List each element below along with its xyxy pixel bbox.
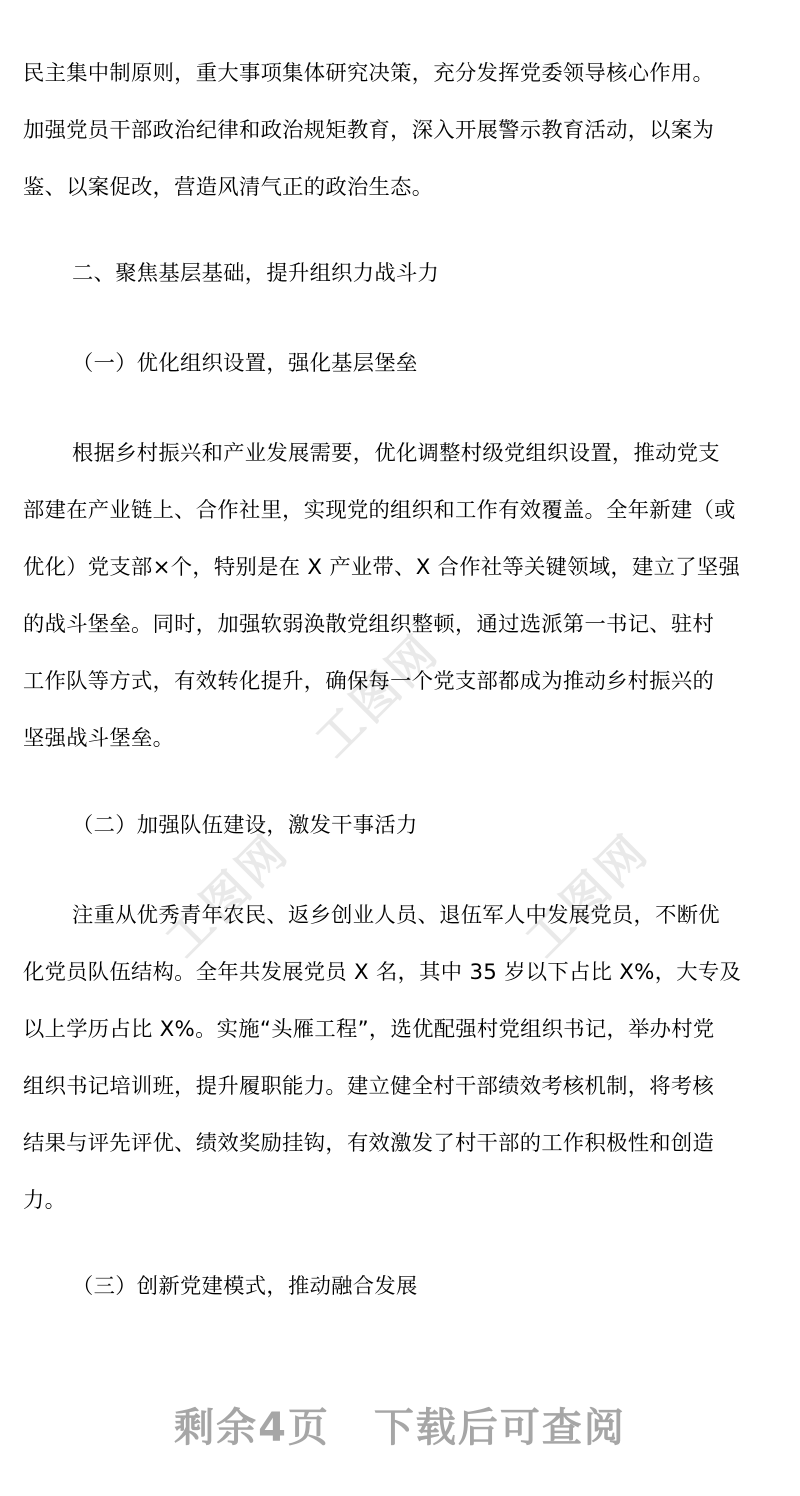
subsection-heading: （一）优化组织设置，强化基层堡垒 [72, 351, 418, 376]
paragraph-line: 部建在产业链上、合作社里，实现党的组织和工作有效覆盖。全年新建（或 [23, 498, 736, 523]
watermark: 工图网 [154, 822, 300, 968]
paragraph-line: 组织书记培训班，提升履职能力。建立健全村干部绩效考核机制，将考核 [23, 1074, 715, 1099]
watermark: 工图网 [514, 822, 660, 968]
paragraph-line: 的战斗堡垒。同时，加强软弱涣散党组织整顿，通过选派第一书记、驻村 [23, 612, 715, 637]
subsection-heading: （二）加强队伍建设，激发干事活力 [72, 813, 418, 838]
paragraph-line: 优化）党支部×个，特别是在 X 产业带、X 合作社等关键领域，建立了坚强 [23, 555, 741, 580]
paragraph-line: 力。 [23, 1188, 67, 1213]
paragraph-line: 根据乡村振兴和产业发展需要，优化调整村级党组织设置，推动党支 [72, 441, 720, 466]
watermark: 工图网 [304, 622, 450, 768]
paragraph-line: 加强党员干部政治纪律和政治规矩教育，深入开展警示教育活动，以案为 [23, 118, 715, 143]
subsection-heading: （三）创新党建模式，推动融合发展 [72, 1274, 418, 1299]
remaining-pages-label: 剩余4页 [174, 1405, 330, 1451]
paragraph-line: 民主集中制原则，重大事项集体研究决策，充分发挥党委领导核心作用。 [23, 61, 715, 86]
paragraph-line: 化党员队伍结构。全年共发展党员 X 名，其中 35 岁以下占比 X%，大专及 [23, 960, 742, 985]
download-to-view-label: 下载后可查阅 [373, 1405, 626, 1451]
paragraph-line: 工作队等方式，有效转化提升，确保每一个党支部都成为推动乡村振兴的 [23, 669, 715, 694]
download-notice[interactable] [0, 1396, 800, 1453]
paragraph-line: 鉴、以案促改，营造风清气正的政治生态。 [23, 175, 434, 200]
section-heading: 二、聚焦基层基础，提升组织力战斗力 [72, 261, 440, 286]
paragraph-line: 坚强战斗堡垒。 [23, 726, 175, 751]
paragraph-line: 结果与评先评优、绩效奖励挂钩，有效激发了村干部的工作积极性和创造 [23, 1131, 715, 1156]
paragraph-line: 以上学历占比 X%。实施“头雁工程”，选优配强村党组织书记，举办村党 [23, 1017, 715, 1042]
paragraph-line: 注重从优秀青年农民、返乡创业人员、退伍军人中发展党员，不断优 [72, 903, 720, 928]
